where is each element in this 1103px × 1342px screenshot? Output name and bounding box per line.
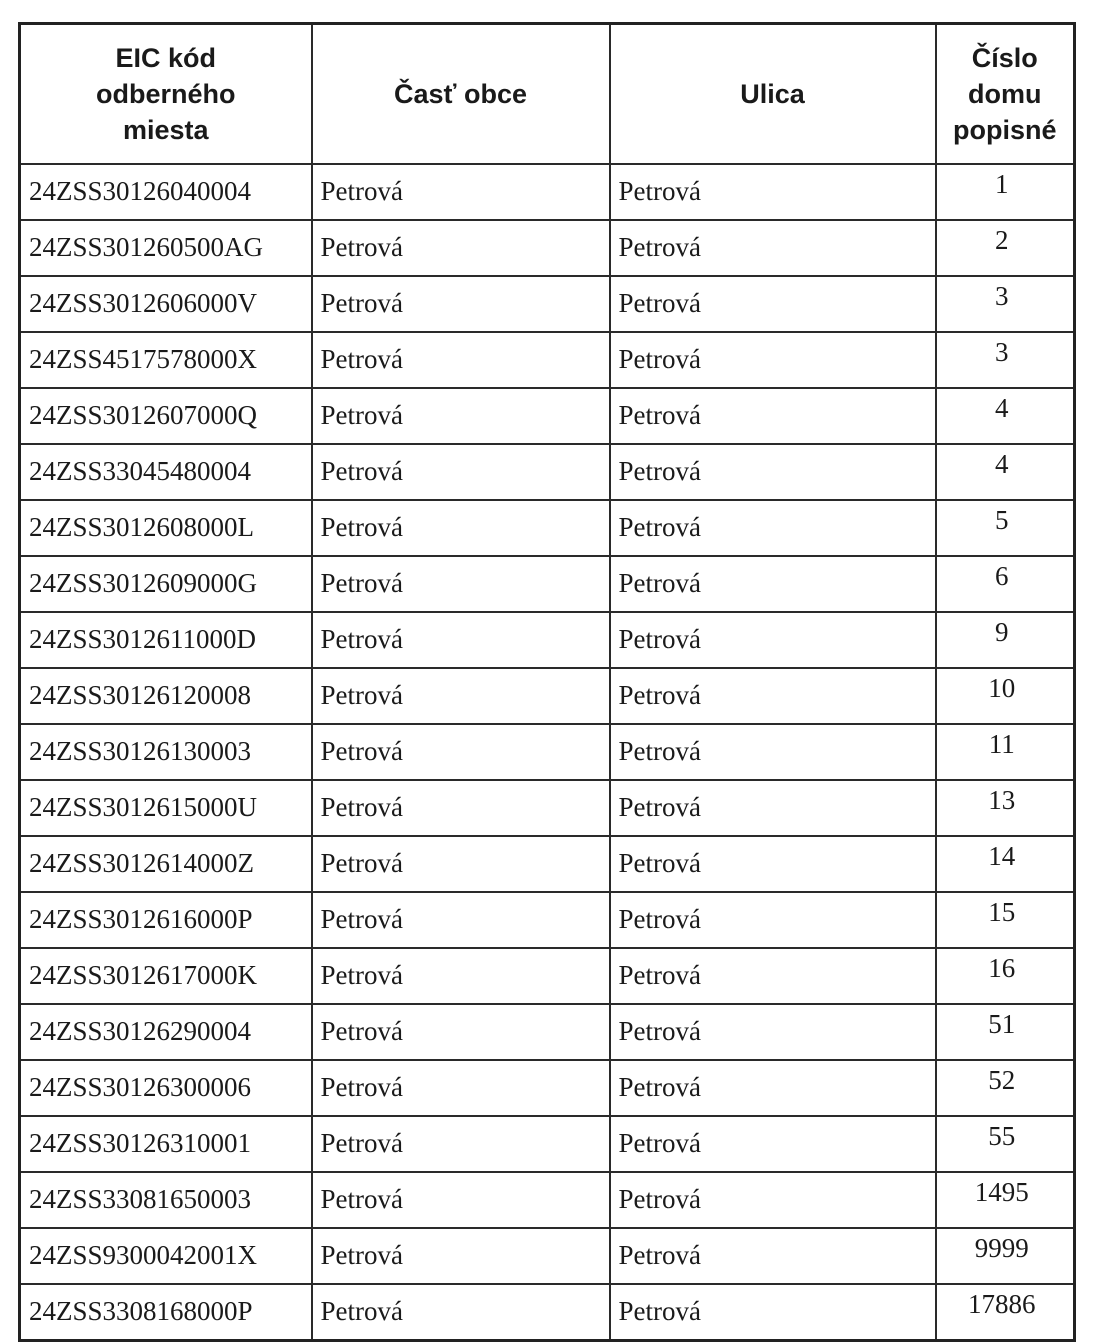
table-row bbox=[20, 948, 1075, 1004]
house-number-cell: 51 bbox=[936, 1004, 1075, 1060]
house-number-cell: 4 bbox=[936, 444, 1075, 500]
street-cell: Petrová bbox=[610, 276, 936, 332]
part-of-village-cell: Petrová bbox=[312, 892, 610, 948]
eic-code-cell: 24ZSS33045480004 bbox=[20, 444, 312, 500]
header-line: odberného bbox=[96, 79, 236, 109]
eic-code-cell: 24ZSS3012607000Q bbox=[20, 388, 312, 444]
house-number-cell: 1495 bbox=[936, 1172, 1075, 1228]
part-of-village-cell: Petrová bbox=[312, 1116, 610, 1172]
part-of-village-cell: Petrová bbox=[312, 220, 610, 276]
part-of-village-cell: Petrová bbox=[312, 444, 610, 500]
street-cell: Petrová bbox=[610, 1228, 936, 1284]
table-row bbox=[20, 612, 1075, 668]
header-line: Časť obce bbox=[394, 79, 527, 109]
part-of-village-cell: Petrová bbox=[312, 780, 610, 836]
street-cell: Petrová bbox=[610, 612, 936, 668]
part-of-village-cell: Petrová bbox=[312, 164, 610, 220]
part-of-village-cell: Petrová bbox=[312, 668, 610, 724]
header-part-of-village bbox=[312, 24, 610, 165]
eic-code-cell: 24ZSS30126310001 bbox=[20, 1116, 312, 1172]
table-row bbox=[20, 332, 1075, 388]
house-number-cell: 11 bbox=[936, 724, 1075, 780]
table-row bbox=[20, 1284, 1075, 1341]
street-cell: Petrová bbox=[610, 1116, 936, 1172]
header-line: domu bbox=[968, 79, 1042, 109]
eic-code-cell: 24ZSS3308168000P bbox=[20, 1284, 312, 1341]
part-of-village-cell: Petrová bbox=[312, 556, 610, 612]
house-number-cell: 9999 bbox=[936, 1228, 1075, 1284]
eic-code-cell: 24ZSS3012606000V bbox=[20, 276, 312, 332]
house-number-cell: 15 bbox=[936, 892, 1075, 948]
street-cell: Petrová bbox=[610, 500, 936, 556]
table-body bbox=[20, 164, 1075, 1341]
street-cell: Petrová bbox=[610, 948, 936, 1004]
house-number-cell: 52 bbox=[936, 1060, 1075, 1116]
eic-code-cell: 24ZSS3012615000U bbox=[20, 780, 312, 836]
street-cell: Petrová bbox=[610, 332, 936, 388]
eic-address-table bbox=[18, 22, 1076, 1342]
header-street bbox=[610, 24, 936, 165]
house-number-cell: 6 bbox=[936, 556, 1075, 612]
table-row bbox=[20, 388, 1075, 444]
street-cell: Petrová bbox=[610, 780, 936, 836]
house-number-cell: 13 bbox=[936, 780, 1075, 836]
part-of-village-cell: Petrová bbox=[312, 1172, 610, 1228]
header-house-number bbox=[936, 24, 1075, 165]
table-row bbox=[20, 1060, 1075, 1116]
part-of-village-cell: Petrová bbox=[312, 612, 610, 668]
part-of-village-cell: Petrová bbox=[312, 332, 610, 388]
street-cell: Petrová bbox=[610, 388, 936, 444]
house-number-cell: 9 bbox=[936, 612, 1075, 668]
eic-code-cell: 24ZSS33081650003 bbox=[20, 1172, 312, 1228]
eic-code-cell: 24ZSS9300042001X bbox=[20, 1228, 312, 1284]
table-row bbox=[20, 1116, 1075, 1172]
table-row bbox=[20, 668, 1075, 724]
part-of-village-cell: Petrová bbox=[312, 1060, 610, 1116]
part-of-village-cell: Petrová bbox=[312, 276, 610, 332]
part-of-village-cell: Petrová bbox=[312, 948, 610, 1004]
eic-code-cell: 24ZSS30126300006 bbox=[20, 1060, 312, 1116]
part-of-village-cell: Petrová bbox=[312, 724, 610, 780]
header-line: EIC kód bbox=[115, 43, 216, 73]
eic-code-cell: 24ZSS30126040004 bbox=[20, 164, 312, 220]
street-cell: Petrová bbox=[610, 1172, 936, 1228]
table-row bbox=[20, 276, 1075, 332]
street-cell: Petrová bbox=[610, 164, 936, 220]
table-row bbox=[20, 444, 1075, 500]
document-page bbox=[18, 22, 1073, 1342]
table-row bbox=[20, 892, 1075, 948]
eic-code-cell: 24ZSS4517578000X bbox=[20, 332, 312, 388]
eic-code-cell: 24ZSS301260500AG bbox=[20, 220, 312, 276]
header-line: miesta bbox=[122, 115, 209, 145]
eic-code-cell: 24ZSS30126120008 bbox=[20, 668, 312, 724]
house-number-cell: 55 bbox=[936, 1116, 1075, 1172]
house-number-cell: 14 bbox=[936, 836, 1075, 892]
header-line: Číslo bbox=[971, 43, 1038, 73]
table-row bbox=[20, 500, 1075, 556]
street-cell: Petrová bbox=[610, 892, 936, 948]
header-line: popisné bbox=[952, 115, 1057, 145]
table-row bbox=[20, 836, 1075, 892]
house-number-cell: 2 bbox=[936, 220, 1075, 276]
eic-code-cell: 24ZSS30126130003 bbox=[20, 724, 312, 780]
table-row bbox=[20, 780, 1075, 836]
header-line: Ulica bbox=[740, 79, 805, 109]
street-cell: Petrová bbox=[610, 668, 936, 724]
house-number-cell: 16 bbox=[936, 948, 1075, 1004]
street-cell: Petrová bbox=[610, 1060, 936, 1116]
street-cell: Petrová bbox=[610, 444, 936, 500]
header-eic-code bbox=[20, 24, 312, 165]
house-number-cell: 5 bbox=[936, 500, 1075, 556]
street-cell: Petrová bbox=[610, 1284, 936, 1341]
eic-code-cell: 24ZSS30126290004 bbox=[20, 1004, 312, 1060]
table-row bbox=[20, 1172, 1075, 1228]
house-number-cell: 3 bbox=[936, 332, 1075, 388]
part-of-village-cell: Petrová bbox=[312, 500, 610, 556]
house-number-cell: 3 bbox=[936, 276, 1075, 332]
table-row bbox=[20, 220, 1075, 276]
house-number-cell: 10 bbox=[936, 668, 1075, 724]
eic-code-cell: 24ZSS3012608000L bbox=[20, 500, 312, 556]
street-cell: Petrová bbox=[610, 724, 936, 780]
table-header-row bbox=[20, 24, 1075, 165]
street-cell: Petrová bbox=[610, 220, 936, 276]
table-row bbox=[20, 1004, 1075, 1060]
table-row bbox=[20, 556, 1075, 612]
part-of-village-cell: Petrová bbox=[312, 1284, 610, 1341]
house-number-cell: 1 bbox=[936, 164, 1075, 220]
part-of-village-cell: Petrová bbox=[312, 836, 610, 892]
eic-code-cell: 24ZSS3012617000K bbox=[20, 948, 312, 1004]
part-of-village-cell: Petrová bbox=[312, 1004, 610, 1060]
part-of-village-cell: Petrová bbox=[312, 388, 610, 444]
house-number-cell: 4 bbox=[936, 388, 1075, 444]
street-cell: Petrová bbox=[610, 836, 936, 892]
eic-code-cell: 24ZSS3012616000P bbox=[20, 892, 312, 948]
eic-code-cell: 24ZSS3012614000Z bbox=[20, 836, 312, 892]
house-number-cell: 17886 bbox=[936, 1284, 1075, 1341]
eic-code-cell: 24ZSS3012611000D bbox=[20, 612, 312, 668]
street-cell: Petrová bbox=[610, 556, 936, 612]
table-row bbox=[20, 164, 1075, 220]
table-row bbox=[20, 724, 1075, 780]
table-row bbox=[20, 1228, 1075, 1284]
part-of-village-cell: Petrová bbox=[312, 1228, 610, 1284]
street-cell: Petrová bbox=[610, 1004, 936, 1060]
eic-code-cell: 24ZSS3012609000G bbox=[20, 556, 312, 612]
